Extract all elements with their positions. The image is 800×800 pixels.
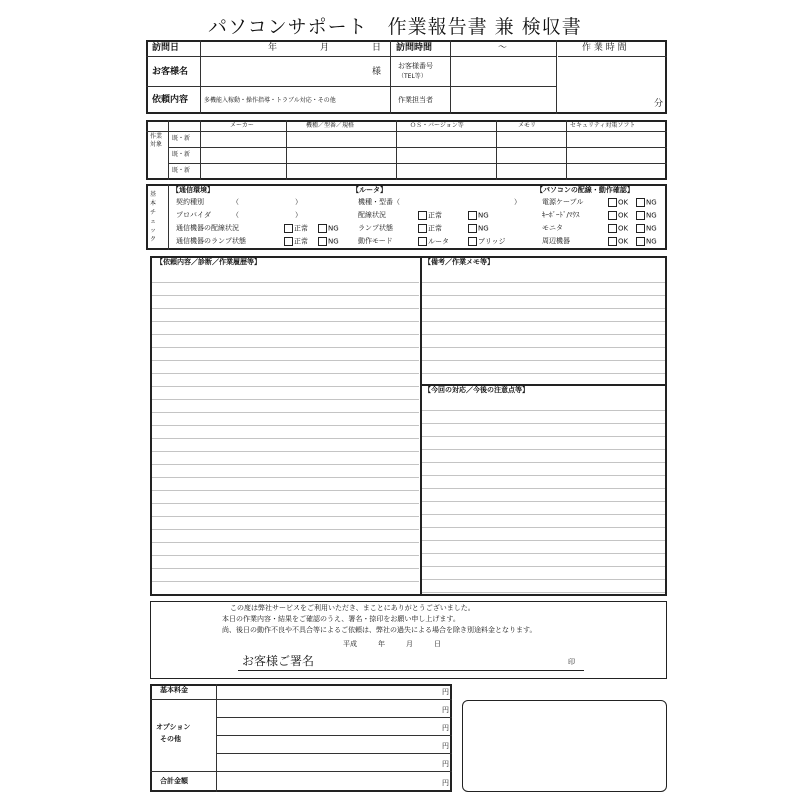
option-fee-label: オプション bbox=[156, 723, 191, 731]
receipt-stamp-box bbox=[462, 700, 667, 792]
provider-value: （ ） bbox=[232, 211, 302, 219]
yen-basic: 円 bbox=[442, 688, 449, 696]
router-model-close: ） bbox=[514, 198, 521, 206]
peripheral-ok-checkbox[interactable] bbox=[608, 237, 617, 246]
peripheral-label: 周辺機器 bbox=[542, 237, 570, 245]
pc-check-title: 【パソコンの配線・動作確認】 bbox=[536, 186, 634, 194]
customer-sama: 様 bbox=[372, 67, 382, 77]
check-side-label: 基本チェック bbox=[150, 191, 157, 243]
router-mode-router-checkbox[interactable] bbox=[418, 237, 427, 246]
router-wiring-label: 配線状況 bbox=[358, 211, 386, 219]
customer-no-label: お客様番号 bbox=[398, 62, 433, 70]
notes-memo-area[interactable] bbox=[422, 270, 665, 382]
notes-response-area[interactable] bbox=[422, 398, 665, 594]
wiring-ng-checkbox[interactable] bbox=[318, 224, 327, 233]
router-title: 【ルータ】 bbox=[352, 186, 387, 194]
router-wiring-ok bbox=[418, 211, 442, 220]
lamp-status-label: 通信機器のランプ状態 bbox=[176, 237, 246, 245]
staff-label: 作業担当者 bbox=[398, 96, 433, 104]
router-wiring-ng-checkbox[interactable] bbox=[468, 211, 477, 220]
acceptance-line-3: 尚、後日の動作不良や不具合等によるご依頼は、弊社の過失による場合を除き別途料金となります。 bbox=[222, 626, 537, 634]
wiring-ok-label: 正常 bbox=[294, 224, 308, 233]
router-model-label: 機種・型番（ bbox=[358, 198, 400, 206]
keyboard-mouse-ng bbox=[636, 211, 657, 220]
visit-date-label: 訪問日 bbox=[152, 43, 180, 53]
power-cable-ng-label: NG bbox=[646, 198, 657, 207]
yen-option-3: 円 bbox=[442, 742, 449, 750]
router-mode-bridge-label: ブリッジ bbox=[478, 237, 506, 246]
router-wiring-ng-label: NG bbox=[478, 211, 489, 220]
power-cable-ok-checkbox[interactable] bbox=[608, 198, 617, 207]
monitor-ng-label: NG bbox=[646, 224, 657, 233]
lamp-ng-label: NG bbox=[328, 237, 339, 246]
monitor-ng-checkbox[interactable] bbox=[636, 224, 645, 233]
power-cable-ng-checkbox[interactable] bbox=[636, 198, 645, 207]
acceptance-date-line: 平成 年 月 日 bbox=[343, 640, 441, 648]
day-label: 日 bbox=[372, 43, 382, 53]
contract-type-label: 契約種別 bbox=[176, 198, 204, 206]
device-row-label: 既・新 bbox=[172, 151, 191, 158]
router-lamp-ng-label: NG bbox=[478, 224, 489, 233]
signature-label: お客様ご署名 bbox=[242, 654, 315, 668]
wiring-ok-checkbox[interactable] bbox=[284, 224, 293, 233]
wiring-ng-label: NG bbox=[328, 224, 339, 233]
notes-left-title: 【依頼内容／診断／作業履歴等】 bbox=[156, 258, 261, 266]
provider-label: プロバイダ bbox=[176, 211, 211, 219]
yen-option-2: 円 bbox=[442, 724, 449, 732]
tel-label: （TEL等） bbox=[398, 73, 427, 80]
request-options: 多機能入稼動・操作指導・トラブル対応・その他 bbox=[204, 97, 336, 104]
device-row-label: 既・新 bbox=[172, 167, 191, 174]
contract-type-value: （ ） bbox=[232, 198, 302, 206]
power-cable-ok bbox=[608, 198, 628, 207]
lamp-ng bbox=[318, 237, 339, 246]
router-mode-bridge bbox=[468, 237, 505, 246]
router-wiring-ok-label: 正常 bbox=[428, 211, 442, 220]
wiring-status-label: 通信機器の配線状況 bbox=[176, 224, 239, 232]
router-mode-label: 動作モード bbox=[358, 237, 393, 245]
work-time-label: 作 業 時 間 bbox=[582, 43, 627, 53]
router-wiring-ng bbox=[468, 211, 489, 220]
peripheral-ok bbox=[608, 237, 628, 246]
power-cable-ok-label: OK bbox=[618, 198, 629, 207]
notes-right-top-title: 【備考／作業メモ等】 bbox=[424, 258, 494, 266]
wiring-ng bbox=[318, 224, 339, 233]
notes-right-bottom-title: 【今回の対応／今後の注意点等】 bbox=[424, 386, 529, 394]
yen-option-4: 円 bbox=[442, 760, 449, 768]
time-tilde: ～ bbox=[498, 43, 508, 53]
router-lamp-ok-checkbox[interactable] bbox=[418, 224, 427, 233]
monitor-label: モニタ bbox=[542, 224, 563, 232]
minutes-label: 分 bbox=[654, 99, 664, 109]
peripheral-ng bbox=[636, 237, 657, 246]
lamp-ok-label: 正常 bbox=[294, 237, 308, 246]
basic-fee-label: 基本料金 bbox=[160, 686, 188, 694]
acceptance-line-2: 本日の作業内容・結果をご確認のうえ、署名・捺印をお願い申し上げます。 bbox=[222, 615, 460, 623]
connection-title: 【通信環境】 bbox=[172, 186, 214, 194]
router-lamp-label: ランプ状態 bbox=[358, 224, 393, 232]
router-mode-router-label: ルータ bbox=[428, 237, 449, 246]
router-mode-bridge-checkbox[interactable] bbox=[468, 237, 477, 246]
other-fee-label: その他 bbox=[160, 735, 181, 743]
lamp-ok bbox=[284, 237, 308, 246]
monitor-ok bbox=[608, 224, 628, 233]
router-lamp-ok-label: 正常 bbox=[428, 224, 442, 233]
keyboard-mouse-ng-label: NG bbox=[646, 211, 657, 220]
device-header-memory: メモリ bbox=[518, 122, 537, 129]
device-header-security: セキュリティ対策ソフト bbox=[570, 122, 636, 129]
peripheral-ng-checkbox[interactable] bbox=[636, 237, 645, 246]
router-wiring-ok-checkbox[interactable] bbox=[418, 211, 427, 220]
yen-option-1: 円 bbox=[442, 706, 449, 714]
total-fee-label: 合計金額 bbox=[160, 777, 188, 785]
device-table bbox=[146, 120, 667, 180]
keyboard-mouse-ng-checkbox[interactable] bbox=[636, 211, 645, 220]
router-lamp-ok bbox=[418, 224, 442, 233]
wiring-ok bbox=[284, 224, 308, 233]
keyboard-mouse-label: ｷｰﾎﾞｰﾄﾞ/ﾏｳｽ bbox=[542, 211, 580, 219]
lamp-ok-checkbox[interactable] bbox=[284, 237, 293, 246]
device-header-maker: メーカー bbox=[230, 122, 254, 129]
power-cable-label: 電源ケーブル bbox=[542, 198, 584, 206]
power-cable-ng bbox=[636, 198, 657, 207]
router-mode-router bbox=[418, 237, 449, 246]
customer-name-label: お客様名 bbox=[152, 67, 189, 77]
monitor-ok-label: OK bbox=[618, 224, 629, 233]
month-label: 月 bbox=[320, 43, 330, 53]
monitor-ok-checkbox[interactable] bbox=[608, 224, 617, 233]
yen-total: 円 bbox=[442, 779, 449, 787]
peripheral-ng-label: NG bbox=[646, 237, 657, 246]
request-label: 依頼内容 bbox=[152, 95, 189, 105]
keyboard-mouse-ok-checkbox[interactable] bbox=[608, 211, 617, 220]
router-lamp-ng bbox=[468, 224, 489, 233]
device-row-label: 既・新 bbox=[172, 135, 191, 142]
monitor-ng bbox=[636, 224, 657, 233]
notes-left-area[interactable] bbox=[152, 270, 419, 594]
keyboard-mouse-ok-label: OK bbox=[618, 211, 629, 220]
acceptance-line-1: この度は弊社サービスをご利用いただき、まことにありがとうございました。 bbox=[230, 604, 475, 612]
device-side-label: 作業対象 bbox=[150, 133, 163, 148]
keyboard-mouse-ok bbox=[608, 211, 628, 220]
signature-field[interactable] bbox=[318, 652, 558, 669]
report-sheet bbox=[138, 0, 672, 800]
page-title: パソコンサポート 作業報告書 兼 検収書 bbox=[208, 16, 582, 38]
lamp-ng-checkbox[interactable] bbox=[318, 237, 327, 246]
visit-time-label: 訪問時間 bbox=[396, 43, 433, 53]
router-lamp-ng-checkbox[interactable] bbox=[468, 224, 477, 233]
device-header-model: 機種／型番／規格 bbox=[306, 122, 355, 129]
year-label: 年 bbox=[268, 43, 278, 53]
seal-label: 印 bbox=[568, 658, 575, 666]
peripheral-ok-label: OK bbox=[618, 237, 629, 246]
device-header-os: ＯＳ・バージョン等 bbox=[410, 122, 464, 129]
fee-table bbox=[150, 684, 452, 792]
